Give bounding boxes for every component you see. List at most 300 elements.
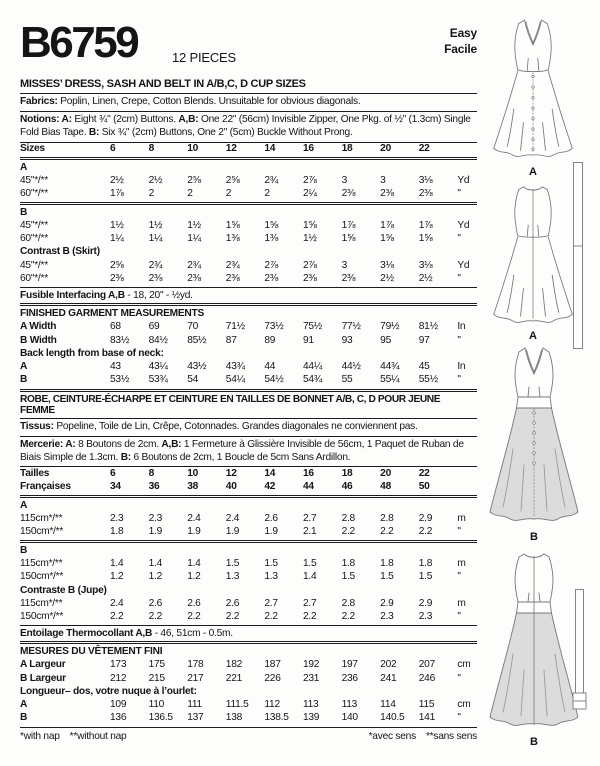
table-cell: 2¾ [264,174,279,186]
table-cell: 97 [418,334,430,346]
dress-a-back-illustration [487,178,579,328]
table-cell: 3 [341,174,347,186]
table-cell: 1.5 [302,558,317,570]
table-row [20,672,477,685]
table-cell: 53¾ [148,374,168,386]
table-cell: 221 [225,672,243,684]
mercerie-view-ab: A,B: [161,438,182,450]
unit-cell: m [457,558,466,570]
table-row [20,571,477,584]
table-cell: 140 [341,712,358,724]
table-cell: 2⅞ [302,259,317,271]
table-cell: 20 [380,468,391,479]
table-cell: 1.2 [110,571,124,583]
table-cell: 1.9 [148,526,163,538]
unit-cell: cm [457,659,471,671]
table-cell: 2.3 [380,611,394,622]
table-cell: 112 [264,699,280,711]
table-cell: 55½ [418,374,438,386]
belt-illustration [571,589,587,715]
table-cell: 207 [418,659,435,671]
table-cell: 2.6 [187,597,201,609]
unit-cell: Yd [457,259,470,271]
dress-b-back-label: B [530,736,538,748]
table-cell: 2.7 [302,513,317,525]
footnotes [20,728,477,742]
table-cell: 2⅜ [110,272,124,284]
table-cell: 113 [302,699,319,711]
table-cell: 138 [225,712,243,724]
table-row [20,512,477,525]
table-row: B [20,202,477,220]
row-label: B Largeur [20,672,66,684]
table-cell: 3 [341,259,347,271]
row-label: Tailles [20,468,50,479]
table-cell: 215 [148,672,165,684]
tissus-label: Tissus: [20,420,54,432]
table-cell: 1⅜ [225,233,240,245]
table-cell: 241 [380,672,397,684]
table-cell: 2⅜ [302,272,317,284]
table-cell: 110 [148,699,165,711]
table-cell: 2⅜ [148,272,163,284]
unit-cell: " [457,672,461,684]
table-cell: 2.9 [418,513,433,525]
page-title: MISSES’ DRESS, SASH AND BELT IN A/B,C, D CUP SIZES [20,78,306,90]
table-cell: 1⅞ [380,220,394,232]
tissus-line [20,419,477,436]
table-row [20,659,477,672]
table-cell: 1.3 [225,571,240,583]
table-cell: 140.5 [380,712,405,724]
table-cell: 54¼ [225,374,245,386]
table-cell: 1.4 [148,558,163,570]
table-cell: 111 [187,699,202,711]
table-cell: 2.1 [302,526,317,538]
table-cell: 73½ [264,321,284,333]
notions-view-ab: A,B: [178,113,199,125]
table-cell: 114 [380,699,396,711]
row-label: 60"*/** [20,188,48,200]
table-cell: 54 [187,374,199,386]
table-cell: 1.4 [302,571,317,583]
sash-drawing [572,162,584,350]
unit-cell: " [457,334,461,346]
table-row [20,699,477,712]
table-cell: 2.2 [264,611,278,622]
row-label: 60"*/** [20,233,48,245]
table-cell: 138.5 [264,712,289,724]
table-cell: 2.3 [110,513,124,525]
table-cell: 2.7 [264,597,278,609]
row-label: A [20,699,28,711]
table-cell: 16 [302,468,314,479]
table-cell: 1⅝ [341,233,356,245]
table-cell: 45 [418,361,430,373]
table-cell: 2¾ [187,259,201,271]
table-cell: 178 [187,659,204,671]
table-cell: 192 [302,659,320,671]
table-cell: 1.4 [110,558,124,570]
table-row: A [20,495,477,513]
table-cell: 10 [187,143,199,155]
row-label: 115cm*/** [20,597,63,609]
table-cell: 1.9 [225,526,240,538]
table-cell: 55¼ [380,374,400,386]
table-cell: 2¾ [225,259,240,271]
table-cell: 2.2 [341,526,355,538]
table-cell: 71½ [225,321,245,333]
unit-cell: m [457,597,466,609]
unit-cell: Yd [457,174,470,186]
table-row: B [20,540,477,558]
table-row: FINISHED GARMENT MEASUREMENTS [20,303,477,321]
unit-cell: " [457,712,461,724]
row-label: 45"*/** [20,174,48,186]
table-cell: 2 [225,188,232,200]
table-cell: 22 [418,468,430,479]
unit-cell: " [457,526,461,538]
table-row [20,272,477,285]
mercerie-text: 1 Fermeture à Glissière Invisible de 56cm, 1 Paquet de Ruban de Biais Simple de 1.3cm. [20,438,464,463]
table-cell: 1¼ [187,233,201,245]
french-title: ROBE, CEINTURE-ÉCHARPE ET CEINTURE EN TAILLES DE BONNET A/B, C, D POUR JEUNE FEMME [20,393,441,416]
table-cell: 173 [110,659,127,671]
table-row: MESURES DU VÊTEMENT FINI [20,641,477,659]
table-cell: 2.9 [380,597,394,609]
table-cell: 2.8 [341,513,355,525]
table-row [20,374,477,387]
table-cell: 34 [110,481,121,493]
table-cell: 1⅞ [110,188,124,200]
table-cell: 2 [187,188,193,200]
unit-cell: In [457,361,466,373]
table-cell: 38 [187,481,199,493]
english-yardage-table [20,143,477,387]
table-cell: 43 [110,361,121,373]
table-cell: 2⅜ [187,272,201,284]
table-row [20,259,477,272]
unit-cell: " [457,571,461,583]
dress-a-front-illustration [487,12,579,164]
table-cell: 44¼ [302,361,323,373]
table-cell: 8 [148,143,155,155]
mercerie-view-b: B: [120,451,131,463]
table-cell: 36 [148,481,160,493]
table-cell: 42 [264,481,276,493]
unit-cell: m [457,513,466,525]
table-row: A [20,157,477,175]
table-cell: 14 [264,468,276,479]
row-label: B [20,712,28,724]
table-row: Back length from base of neck: [20,347,164,359]
tissus-text: Popeline, Toile de Lin, Crêpe, Cotonnades. Grandes diagonales ne conviennent pas. [53,420,418,432]
table-cell: 6 [110,468,116,479]
table-cell: 2⅞ [302,174,317,186]
table-cell: 1.9 [264,526,278,538]
table-row [20,360,477,373]
unit-cell [457,481,477,493]
table-cell: 6 [110,143,116,155]
table-cell: 2.3 [148,513,163,525]
unit-cell [457,468,477,480]
table-cell: 197 [341,659,358,671]
table-cell: 2.2 [302,611,317,622]
row-label: 150cm*/** [20,526,64,538]
table-cell: 2.2 [225,611,240,622]
table-row [20,188,477,201]
notions-text: Six ¾" (2cm) Buttons, One 2" (5cm) Buckle Without Prong. [99,126,353,138]
table-cell: 2.6 [148,597,163,609]
table-cell: 2⅝ [187,174,201,186]
mercerie-line [20,437,477,467]
table-cell: 84½ [148,334,168,346]
table-cell: 231 [302,672,320,684]
table-cell: 2.3 [418,611,433,622]
unit-cell: Yd [457,220,470,232]
row-label: 45"*/** [20,220,48,232]
table-row: Entoilage Thermocollant A,B - 46, 51cm - 0.5m. [20,625,477,641]
table-cell: 1.5 [264,558,278,570]
notions-view-b: B: [88,126,100,138]
table-cell: 139 [302,712,320,724]
table-row: Contrast B (Skirt) [20,246,100,258]
table-cell: 50 [418,481,430,493]
dress-b-front-drawing [482,343,586,529]
table-cell: 91 [302,334,314,346]
header [20,20,477,76]
row-label: Françaises [20,481,71,493]
table-cell: 1.8 [380,558,394,570]
table-cell: 69 [148,321,160,333]
row-label: A [20,361,28,373]
table-row [20,143,477,156]
table-cell: 1⅞ [341,220,356,232]
table-cell: 3⅛ [418,259,433,271]
table-cell: 2.2 [148,611,163,622]
row-label: A Width [20,321,57,333]
table-cell: 2⅞ [264,259,279,271]
table-cell: 2⅝ [110,259,124,271]
dress-b-front-label: B [530,531,538,543]
footnotes-english [20,731,136,742]
table-row [20,712,477,725]
table-row [20,526,477,539]
table-cell: 2⅜ [418,188,433,200]
table-cell: 1⅝ [418,233,433,245]
row-label: 150cm*/** [20,611,64,622]
pattern-number: B6759 [20,18,138,67]
table-cell: 12 [225,143,237,155]
table-cell: 2.4 [187,513,201,525]
row-label: B [20,374,28,386]
table-cell: 54½ [264,374,284,386]
table-cell: 2.8 [380,513,394,525]
table-cell: 1.8 [341,558,355,570]
table-cell: 109 [110,699,127,711]
unit-cell: " [457,374,461,386]
table-cell: 48 [380,481,391,493]
table-cell: 54¾ [302,374,323,386]
table-cell: 87 [225,334,237,346]
table-cell: 55 [341,374,353,386]
difficulty-french: Facile [444,41,477,56]
table-cell: 1.5 [380,571,394,583]
table-cell: 44 [264,361,276,373]
table-cell: 1.8 [110,526,124,538]
table-row: Contraste B (Jupe) [20,584,107,596]
row-label: B Width [20,334,57,346]
table-cell: 141 [418,712,435,724]
table-cell: 3⅛ [418,174,433,186]
table-cell: 46 [341,481,353,493]
dress-a-front-label: A [529,166,537,178]
table-row: Fusible Interfacing A,B - 18, 20" - ½yd. [20,287,477,303]
table-cell: 81½ [418,321,438,333]
table-cell: 202 [380,659,397,671]
table-cell: 1¼ [110,233,124,245]
table-row [20,558,477,571]
table-cell: 1.9 [187,526,201,538]
table-cell: 3 [380,174,386,186]
table-cell: 182 [225,659,243,671]
row-label: 150cm*/** [20,571,64,583]
table-cell: 77½ [341,321,361,333]
table-cell: 83½ [110,334,130,346]
difficulty-badge [444,26,477,57]
table-cell: 1⅝ [302,220,317,232]
table-cell: 2½ [380,272,394,284]
pieces-count: 12 PIECES [172,50,236,65]
table-cell: 53½ [110,374,130,386]
row-label: A Largeur [20,659,66,671]
table-cell: 115 [418,699,435,711]
table-row [20,174,477,187]
table-cell: 111.5 [225,699,249,711]
table-cell: 2.4 [225,513,240,525]
table-cell: 1¼ [148,233,163,245]
table-cell: 2½ [418,272,433,284]
table-cell: 1.4 [187,558,201,570]
table-row [20,597,477,610]
notions-line [20,112,477,142]
mercerie-label: Mercerie: A: [20,438,76,450]
table-cell: 1⅞ [418,220,433,232]
table-cell: 2.2 [380,526,394,538]
sash-illustration [572,162,584,350]
table-cell: 1½ [187,220,201,232]
table-cell: 1½ [302,233,317,245]
unit-cell: In [457,321,466,333]
table-cell: 2½ [148,174,163,186]
dress-a-back-label: A [529,330,537,342]
table-cell: 1½ [110,220,124,232]
notions-text: One 22" (56cm) Invisible Zipper, One Pkg. of ½" (1.3cm) Single Fold Bias Tape. [20,113,471,138]
table-row: Longueur– dos, votre nuque à l’ourlet: [20,685,197,697]
fabrics-text: Poplin, Linen, Crepe, Cotton Blends. Unsuitable for obvious diagonals. [57,96,361,107]
mercerie-text: 8 Boutons de 2cm. [75,438,162,450]
table-cell: 43½ [187,361,207,373]
table-cell: 95 [380,334,391,346]
table-cell: 2⅜ [225,272,240,284]
belt-drawing [571,589,587,715]
table-cell: 2.2 [418,526,433,538]
table-cell: 1.2 [187,571,201,583]
table-cell: 2 [148,188,155,200]
table-cell: 85½ [187,334,207,346]
table-cell: 2.4 [110,597,124,609]
table-cell: 70 [187,321,199,333]
footnotes-french [369,731,477,742]
table-row [20,467,477,480]
table-cell: 75½ [302,321,323,333]
row-label: 115cm*/** [20,558,63,570]
table-cell: 1⅝ [225,220,240,232]
table-cell: 1.2 [148,571,163,583]
row-label: Sizes [20,143,45,155]
table-cell: 2⅝ [225,174,240,186]
unit-cell [457,143,477,155]
table-cell: 1.8 [418,558,433,570]
table-cell: 20 [380,143,391,155]
table-cell: 2 [264,188,270,200]
dress-b-front-illustration [482,343,586,529]
table-cell: 175 [148,659,165,671]
unit-cell: " [457,272,461,284]
table-cell: 1⅝ [264,220,279,232]
difficulty-english: Easy [449,26,477,40]
row-label: 115cm*/** [20,513,63,525]
table-cell: 1⅝ [380,233,394,245]
table-cell: 2.8 [341,597,355,609]
table-cell: 68 [110,321,121,333]
table-cell: 18 [341,143,353,155]
table-cell: 93 [341,334,353,346]
table-cell: 226 [264,672,281,684]
table-cell: 40 [225,481,237,493]
table-row [20,233,477,246]
table-cell: 2.6 [225,597,240,609]
table-cell: 2.9 [418,597,433,609]
notions-text: Eight ¾" (2cm) Buttons. [71,113,179,125]
table-cell: 10 [187,468,199,479]
fabrics-label: Fabrics: [20,96,58,107]
table-cell: 246 [418,672,435,684]
table-cell: 136 [110,712,127,724]
table-cell: 1½ [148,220,163,232]
table-cell: 236 [341,672,358,684]
table-cell: 18 [341,468,353,479]
table-cell: 1.3 [264,571,278,583]
table-cell: 1.5 [341,571,355,583]
table-cell: 3⅛ [380,259,394,271]
table-cell: 2.2 [110,611,124,622]
table-row [20,610,477,623]
table-cell: 2.7 [302,597,317,609]
unit-cell: " [457,188,461,200]
table-cell: 217 [187,672,204,684]
table-cell: 22 [418,143,430,155]
table-cell: 137 [187,712,204,724]
dress-a-front-drawing [487,12,579,164]
table-cell: 79½ [380,321,400,333]
table-cell: 2⅜ [264,272,279,284]
table-cell: 44½ [341,361,361,373]
unit-cell: " [457,611,461,622]
table-cell: 2.2 [341,611,355,622]
mercerie-text: 6 Boutons de 2cm, 1 Boucle de 5cm Sans Ardillon. [130,451,351,463]
footnote-with-nap: *with nap [20,730,60,742]
